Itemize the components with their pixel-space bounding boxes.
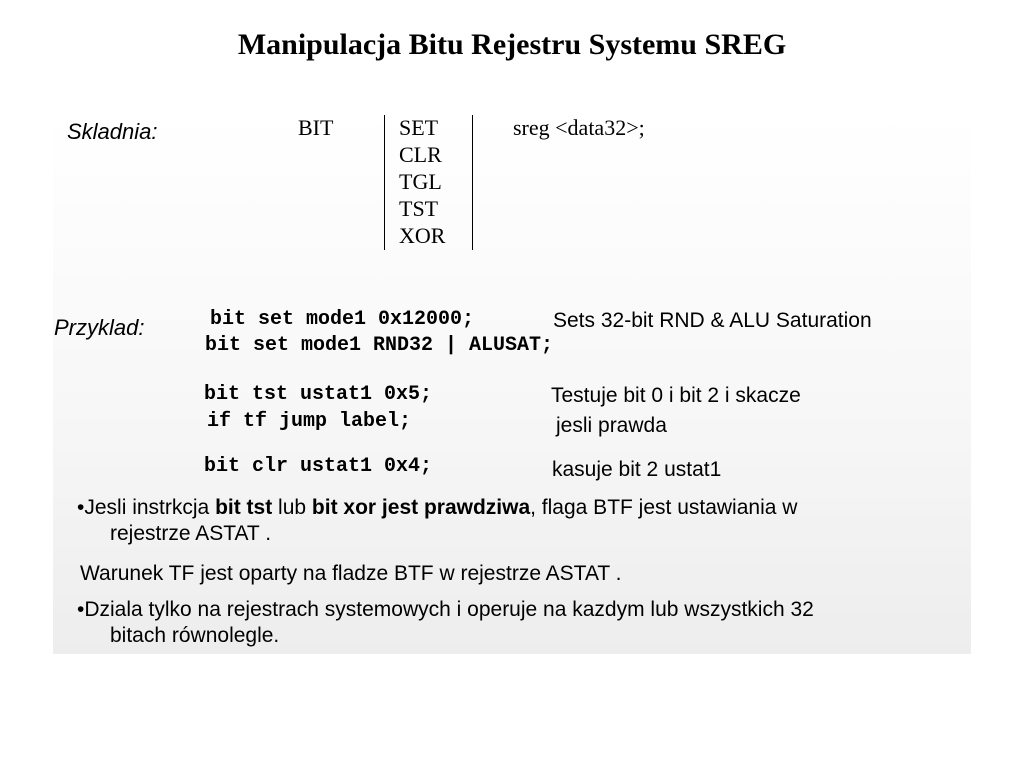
example-code-3: bit tst ustat1 0x5; (204, 383, 433, 406)
syntax-keyword: BIT (298, 115, 334, 140)
note-1-post: , flaga BTF jest ustawiania w (530, 496, 798, 519)
syntax-divider-left (384, 115, 385, 250)
note-3-line-2: bitach równolegle. (110, 624, 280, 647)
example-code-2: bit set mode1 RND32 | ALUSAT; (205, 334, 554, 357)
example-desc-4: jesli prawda (556, 414, 667, 437)
note-1-line-2: rejestrze ASTAT . (110, 522, 272, 545)
syntax-operand: sreg <data32>; (513, 115, 645, 140)
page-title: Manipulacja Bitu Rejestru Systemu SREG (237, 28, 787, 61)
content-panel (53, 113, 971, 654)
note-1-mid: lub (272, 496, 312, 519)
syntax-op-xor: XOR (399, 223, 446, 248)
syntax-op-set: SET (399, 115, 439, 140)
example-code-1: bit set mode1 0x12000; (210, 308, 475, 331)
example-label: Przyklad: (54, 315, 145, 340)
syntax-op-clr: CLR (399, 142, 442, 167)
syntax-divider-right (472, 115, 473, 250)
example-desc-5: kasuje bit 2 ustat1 (552, 458, 722, 481)
note-1 (77, 495, 797, 521)
syntax-ops (399, 114, 445, 249)
note-3: •Dziala tylko na rejestrach systemowych i operuje na kazdym lub wszystkich 32 (77, 598, 814, 621)
syntax-op-tgl: TGL (399, 169, 442, 194)
example-desc-1: Sets 32-bit RND & ALU Saturation (553, 309, 872, 332)
syntax-label: Skladnia: (67, 119, 158, 144)
syntax-op-tst: TST (399, 196, 439, 221)
note-1-bold-1: bit tst (215, 496, 273, 519)
note-1-pre: •Jesli instrkcja (77, 496, 216, 519)
note-2: Warunek TF jest oparty na fladze BTF w rejestrze ASTAT . (80, 562, 622, 585)
example-desc-3: Testuje bit 0 i bit 2 i skacze (551, 384, 801, 407)
note-1-bold-2: bit xor jest prawdziwa (311, 496, 531, 519)
example-code-4: if tf jump label; (207, 410, 412, 433)
example-code-5: bit clr ustat1 0x4; (204, 455, 433, 478)
